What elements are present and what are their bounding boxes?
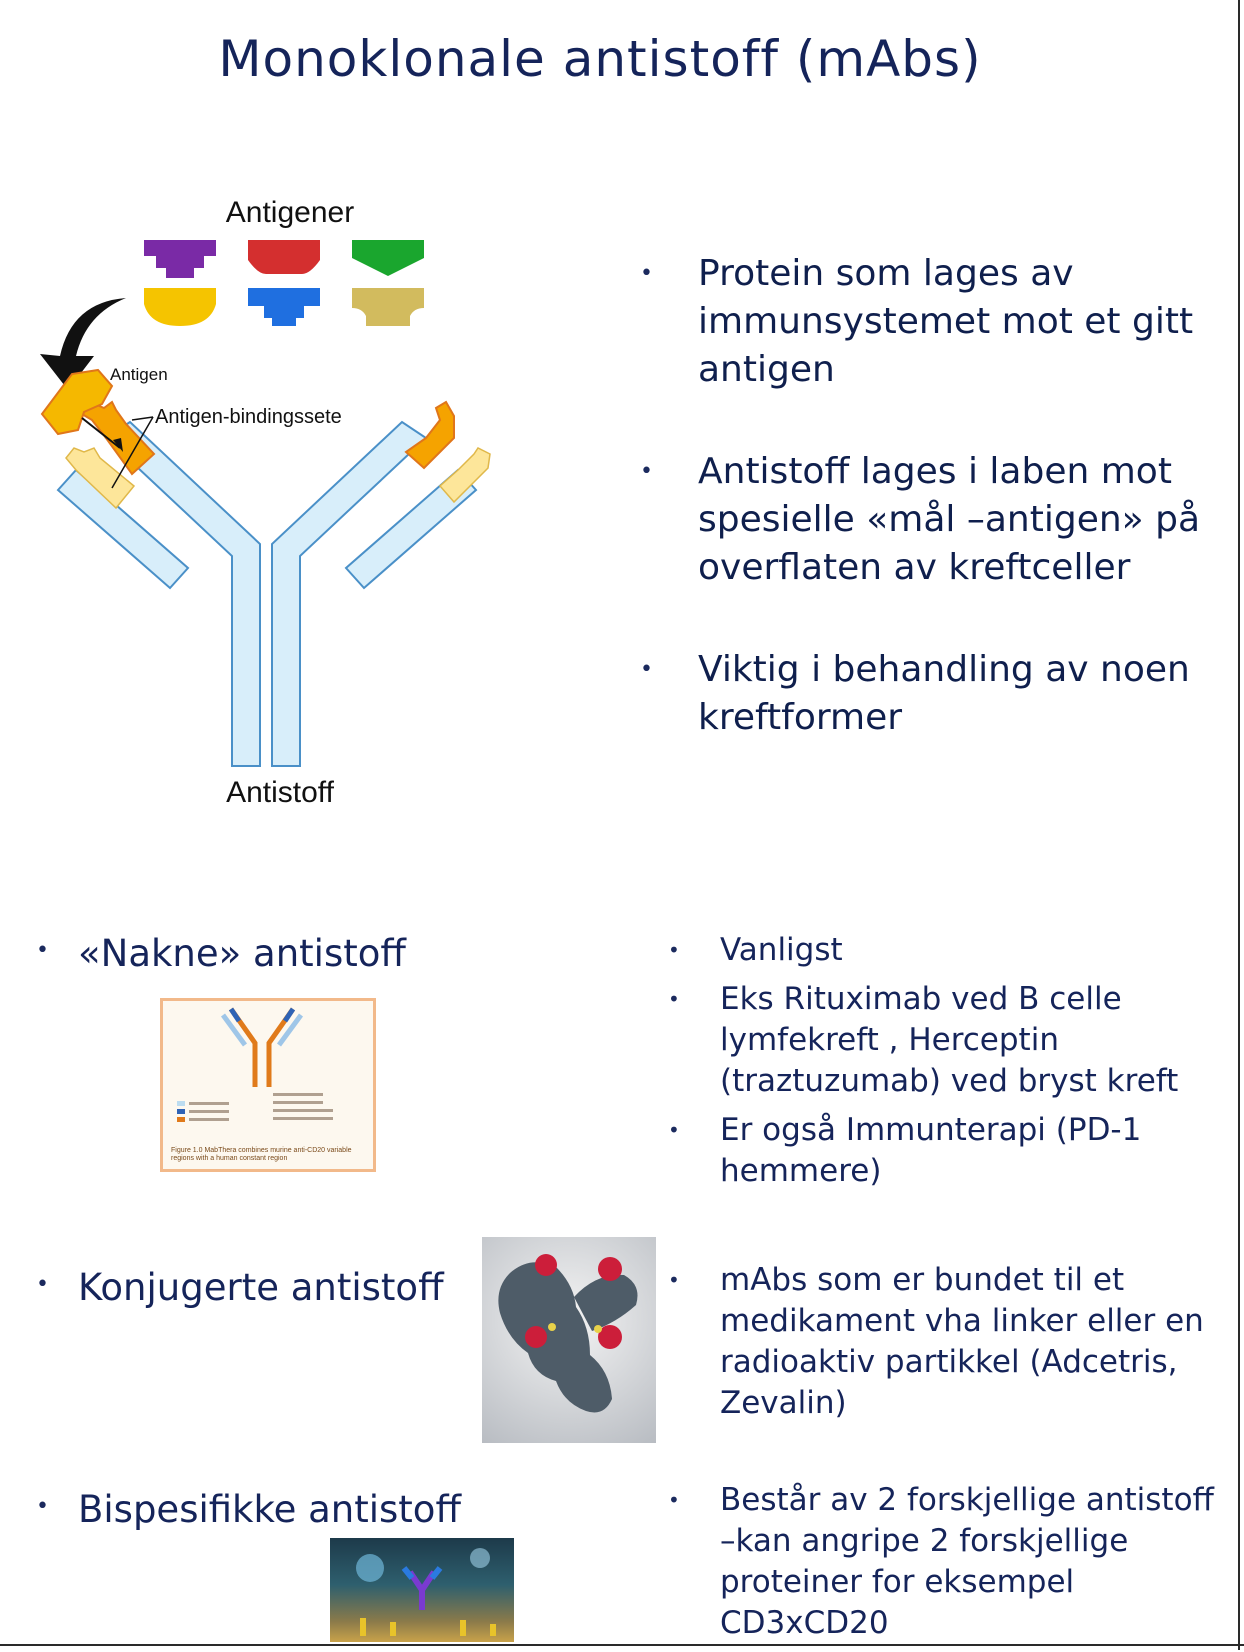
type-label-text: Bispesifikke antistoff (78, 1488, 461, 1531)
description-bullet (668, 930, 1238, 971)
antigen-blue (248, 288, 320, 326)
bullet-dot: • (36, 1494, 49, 1519)
bullet-dot: • (668, 1118, 680, 1142)
figure-caption: Figure 1.0 MabThera combines murine anti-CD20 variable regions with a human constant region (171, 1147, 352, 1162)
description-text: Eks Rituximab ved B celle lymfekreft , Herceptin (traztuzumab) ved bryst kreft (720, 981, 1179, 1099)
naked-description-list (668, 930, 1238, 1200)
bispecific-description-list (668, 1480, 1238, 1652)
antigen-red (248, 240, 320, 274)
description-text: Er også Immunterapi (PD-1 hemmere) (720, 1112, 1142, 1189)
type-label-bispecific (36, 1488, 461, 1531)
page-title: Monoklonale antistoff (mAbs) (218, 30, 982, 88)
antibody-diagram (20, 190, 540, 850)
conjugated-antibody-image (482, 1237, 656, 1443)
description-text: Består av 2 forskjellige antistoff –kan angripe 2 forskjellige proteiner for eksempel CD3xCD20 (720, 1482, 1214, 1641)
conjugated-description-list (668, 1260, 1238, 1432)
description-text: Vanligst (720, 932, 843, 968)
definition-bullet (640, 250, 1220, 394)
antigen-shapes (144, 240, 424, 326)
description-bullet (668, 1260, 1238, 1424)
bispecific-antibody-render (330, 1538, 514, 1642)
antigen-purple (144, 240, 216, 278)
conjugated-antibody-render (482, 1237, 656, 1443)
antigen-green (352, 240, 424, 276)
bullet-dot: • (36, 1272, 49, 1297)
frame-border-right (1238, 0, 1240, 1650)
definition-bullet-list (640, 250, 1220, 796)
mabthera-figure (160, 998, 376, 1172)
description-text: mAbs som er bundet til et medikament vha linker eller en radioaktiv partikkel (Adcetris, Zevalin) (720, 1262, 1204, 1421)
definition-text: Protein som lages av immunsystemet mot et gitt antigen (698, 253, 1194, 390)
antibody-diagram-svg (20, 190, 540, 850)
heavy-chain-left (106, 422, 260, 766)
bullet-dot: • (668, 1488, 680, 1512)
diagram-label-antibody: Antistoff (226, 776, 334, 809)
antibody-shape (42, 370, 490, 766)
bullet-dot: • (640, 261, 653, 286)
type-label-conjugated (36, 1266, 444, 1309)
bullet-dot: • (668, 938, 680, 962)
antigen-yellow (144, 288, 216, 326)
diagram-label-antigen: Antigen (110, 365, 168, 384)
bullet-dot: • (640, 657, 653, 682)
bullet-dot: • (668, 987, 680, 1011)
description-bullet (668, 1480, 1238, 1644)
bispecific-antibody-image (330, 1538, 514, 1642)
type-label-text: «Nakne» antistoff (78, 932, 406, 975)
pointer-line-3 (132, 417, 153, 420)
antigen-tan (352, 288, 424, 326)
definition-text: Viktig i behandling av noen kreftformer (698, 649, 1190, 738)
bullet-dot: • (640, 459, 653, 484)
diagram-label-antigens: Antigener (225, 196, 355, 229)
heavy-chain-right (272, 422, 426, 766)
type-label-naked (36, 932, 406, 975)
type-label-text: Konjugerte antistoff (78, 1266, 444, 1309)
diagram-label-binding-site: Antigen-bindingssete (155, 406, 342, 428)
bullet-dot: • (36, 938, 49, 963)
description-bullet (668, 1110, 1238, 1192)
definition-text: Antistoff lages i laben mot spesielle «mål –antigen» på overflaten av kreftceller (698, 451, 1201, 588)
bullet-dot: • (668, 1268, 680, 1292)
definition-bullet (640, 448, 1220, 592)
description-bullet (668, 979, 1238, 1102)
definition-bullet (640, 646, 1220, 742)
mabthera-antibody-diagram (163, 1001, 373, 1141)
